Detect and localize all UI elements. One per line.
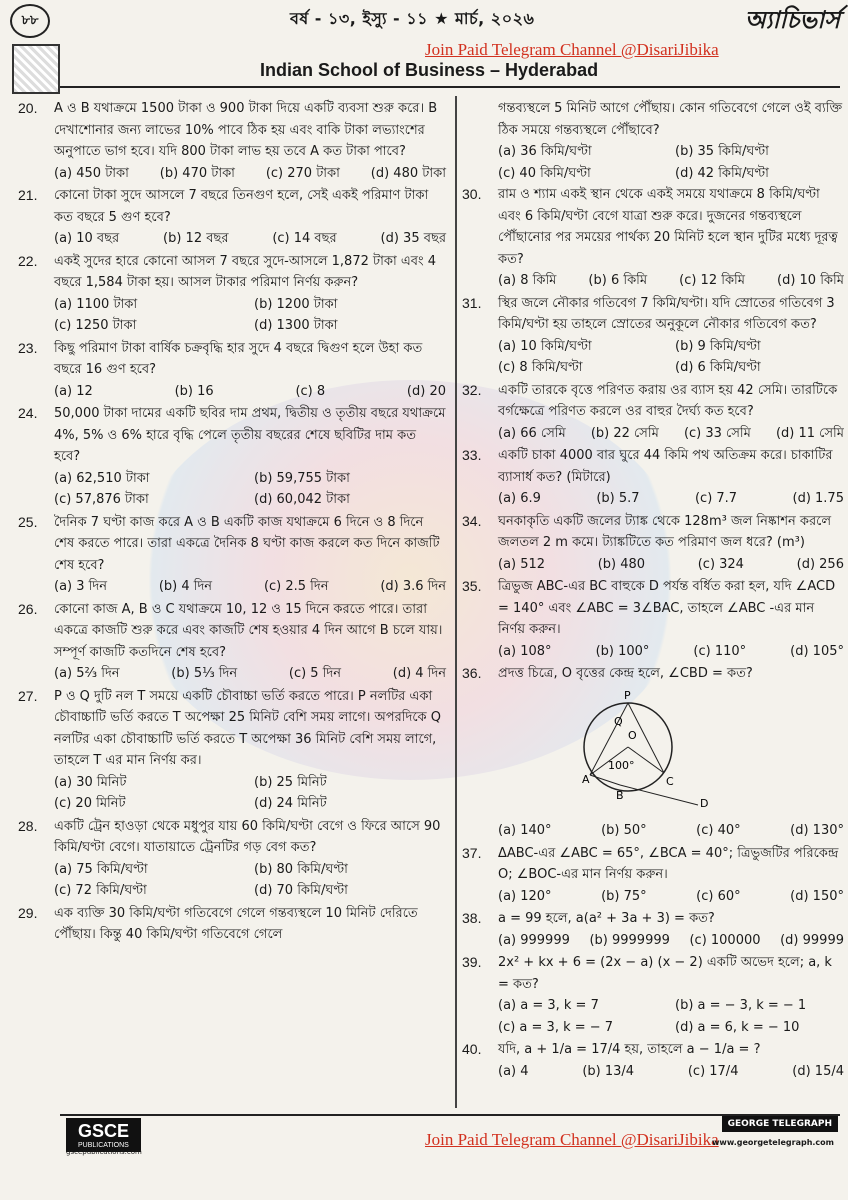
question-text: 2x² + kx + 6 = (2x − a) (x − 2) একটি অভেদ হলে; a, k = কত? bbox=[498, 955, 832, 992]
question-continuation: গন্তব্যস্থলে 5 মিনিট আগে পৌঁছায়। কোন গতিবেগে গেলে ওই ব্যক্তি ঠিক সময়ে গন্তব্যস্থলে পৌঁছাবে? bbox=[498, 101, 843, 138]
option[interactable]: (b) 25 মিনিট bbox=[254, 774, 327, 790]
question-text: ঘনকাকৃতি একটি জলের ট্যাঙ্ক থেকে 128m³ জল নিষ্কাশন করলে জলতল 2 m কমে। ট্যাঙ্কটিতে কত পরিমাণ জল ধরে? (m³) bbox=[498, 513, 832, 550]
options-list bbox=[498, 554, 844, 576]
question-number: 21. bbox=[18, 187, 38, 203]
option[interactable]: (d) 42 কিমি/ঘণ্টা bbox=[675, 165, 769, 181]
option[interactable]: (a) 512 bbox=[498, 556, 546, 572]
options-list bbox=[54, 663, 446, 685]
option[interactable]: (d) 256 bbox=[796, 556, 844, 572]
option[interactable]: (a) 75 কিমি/ঘণ্টা bbox=[54, 861, 148, 877]
option[interactable]: (a) 6.9 bbox=[498, 491, 541, 506]
circle-diagram bbox=[568, 689, 738, 809]
question-text: দৈনিক 7 ঘণ্টা কাজ করে A ও B একটি কাজ যথাক্রমে 6 দিনে ও 8 দিনে শেষ করতে পারে। তারা একত্রে দৈনিক 8 ঘণ্টা কাজ করলে কত দিনে কাজটি শেষ হবে? bbox=[54, 514, 440, 573]
option[interactable]: (a) a = 3, k = 7 bbox=[498, 998, 599, 1013]
gsce-subtitle: PUBLICATIONS bbox=[78, 1142, 129, 1149]
option[interactable]: (b) 6 কিমি bbox=[588, 273, 648, 288]
option[interactable]: (d) 60,042 টাকা bbox=[254, 492, 350, 507]
question bbox=[18, 816, 446, 902]
question bbox=[462, 293, 844, 379]
left-column bbox=[18, 98, 446, 947]
question bbox=[462, 184, 844, 292]
option[interactable]: (b) 100° bbox=[595, 643, 650, 659]
option[interactable]: (d) 3.6 দিন bbox=[380, 579, 446, 594]
options-list bbox=[498, 423, 844, 445]
question-number: 22. bbox=[18, 252, 38, 269]
option[interactable]: (c) 40 কিমি/ঘণ্টা bbox=[498, 165, 591, 181]
option[interactable]: (c) 20 মিনিট bbox=[54, 796, 126, 811]
option[interactable]: (d) a = 6, k = − 10 bbox=[675, 1019, 800, 1035]
question-number: 29. bbox=[18, 904, 38, 921]
options-list bbox=[54, 859, 446, 902]
option[interactable]: (c) 270 টাকা bbox=[265, 165, 340, 181]
options-list bbox=[54, 228, 446, 250]
option[interactable]: (a) 120° bbox=[498, 888, 552, 904]
option[interactable]: (d) 6 কিমি/ঘণ্টা bbox=[675, 360, 761, 375]
question-text: কিছু পরিমাণ টাকা বার্ষিক চক্রবৃদ্ধি হার সুদে 4 বছরে দ্বিগুণ হলে উহা কত বছরে 16 গুণ হবে? bbox=[54, 340, 423, 377]
question bbox=[18, 98, 446, 184]
options-list bbox=[54, 468, 446, 511]
question-body bbox=[498, 952, 844, 1038]
gsce-logo bbox=[66, 1118, 141, 1152]
question-number: 36. bbox=[462, 665, 482, 681]
option[interactable]: (d) 4 দিন bbox=[392, 666, 446, 681]
telegram-link-top[interactable]: Join Paid Telegram Channel @DisariJibika bbox=[425, 40, 719, 59]
question-number: 20. bbox=[18, 100, 38, 116]
option[interactable]: (a) 3 দিন bbox=[54, 579, 107, 594]
question-body bbox=[54, 816, 446, 902]
question-body bbox=[498, 843, 844, 908]
question-text: যদি, a + 1/a = 17/4 হয়, তাহলে a − 1/a = ? bbox=[498, 1042, 761, 1057]
chord-ab bbox=[590, 775, 620, 785]
question-text: ΔABC-এর ∠ABC = 65°, ∠BCA = 40°; ত্রিভুজটির পরিকেন্দ্র O; ∠BOC-এর মান নির্ণয় করুন। bbox=[498, 845, 839, 882]
diagram-label: D bbox=[700, 796, 709, 809]
options-list bbox=[498, 1061, 844, 1083]
question-body bbox=[498, 908, 844, 951]
option[interactable]: (b) 5⅓ দিন bbox=[171, 666, 238, 681]
diagram-label: 100° bbox=[608, 758, 635, 772]
question-number: 23. bbox=[18, 339, 38, 356]
question-text: A ও B যথাক্রমে 1500 টাকা ও 900 টাকা দিয়ে একটি ব্যবসা শুরু করে। B দেখাশোনার জন্য লাভের 10% পাবে ঠিক হয় এবং বাকি টাকা লভ্যাংশের অনুপাতে ভাগ হবে। যদি 800 টাকা লাভ হয় তবে A কত টাকা পাবে? bbox=[54, 101, 438, 159]
option[interactable]: (a) 108° bbox=[498, 643, 552, 659]
question-number: 35. bbox=[462, 578, 482, 594]
question-body bbox=[498, 663, 844, 842]
option[interactable]: (c) 33 সেমি bbox=[683, 425, 751, 441]
option[interactable]: (a) 5⅔ দিন bbox=[54, 666, 120, 681]
question-number: 37. bbox=[462, 844, 482, 861]
option[interactable]: (d) 70 কিমি/ঘণ্টা bbox=[254, 883, 348, 898]
option[interactable]: (a) 12 bbox=[54, 383, 93, 399]
diagram-label: O bbox=[628, 728, 637, 742]
question-text: একটি চাকা 4000 বার ঘুরে 44 কিমি পথ অতিক্রম করে। চাকাটির ব্যাসার্ধ কত? (মিটারে) bbox=[498, 448, 833, 485]
options-list bbox=[498, 488, 844, 510]
option[interactable]: (a) 10 কিমি/ঘণ্টা bbox=[498, 338, 592, 354]
option[interactable]: (a) 999999 bbox=[498, 932, 570, 948]
question bbox=[18, 903, 446, 946]
option[interactable]: (a) 30 মিনিট bbox=[54, 774, 127, 790]
option[interactable]: (b) 22 সেমি bbox=[590, 425, 659, 441]
option[interactable]: (c) 40° bbox=[696, 823, 741, 838]
option[interactable]: (d) 24 মিনিট bbox=[254, 796, 327, 811]
diagram-label: A bbox=[582, 772, 590, 786]
question-body bbox=[498, 576, 844, 662]
question-body bbox=[498, 380, 844, 445]
question-number: 30. bbox=[462, 186, 482, 202]
option[interactable]: (a) 62,510 টাকা bbox=[54, 470, 150, 486]
diagram-label: B bbox=[616, 788, 624, 802]
question bbox=[462, 445, 844, 510]
question bbox=[462, 908, 844, 951]
option[interactable]: (c) 12 কিমি bbox=[679, 273, 745, 288]
option[interactable]: (b) 1200 টাকা bbox=[254, 296, 338, 312]
option[interactable]: (a) 66 সেমি bbox=[498, 425, 566, 441]
question-text: কোনো কাজ A, B ও C যথাক্রমে 10, 12 ও 15 দিনে করতে পারে। তারা একত্রে কাজটি শুরু করে এবং কাজটি শেষ হওয়ার 4 দিন আগে B চলে যায়। সম্পূর্ণ কাজটি কতদিনে শেষ হবে? bbox=[54, 601, 443, 660]
options-list bbox=[498, 641, 844, 663]
option[interactable]: (b) 59,755 টাকা bbox=[254, 470, 350, 486]
question-body bbox=[54, 338, 446, 403]
options-list bbox=[498, 141, 844, 184]
question-number: 31. bbox=[462, 294, 482, 311]
option[interactable]: (a) 36 কিমি/ঘণ্টা bbox=[498, 144, 592, 159]
option[interactable]: (d) 11 সেমি bbox=[775, 425, 844, 441]
options-list bbox=[54, 772, 446, 815]
diagram-label: C bbox=[666, 774, 674, 788]
question bbox=[462, 380, 844, 445]
question bbox=[462, 511, 844, 576]
option[interactable]: (c) 8 bbox=[295, 383, 326, 399]
question-body bbox=[54, 599, 446, 685]
question-body bbox=[54, 185, 446, 250]
option[interactable]: (c) 2.5 দিন bbox=[263, 579, 329, 594]
options-list bbox=[498, 336, 844, 379]
option[interactable]: (d) 480 টাকা bbox=[370, 165, 446, 181]
option[interactable]: (d) 15/4 bbox=[792, 1063, 844, 1079]
option[interactable]: (b) 5.7 bbox=[596, 491, 640, 506]
option[interactable]: (d) 105° bbox=[790, 643, 844, 659]
question-text: P ও Q দুটি নল T সময়ে একটি চৌবাচ্চা ভর্তি করতে পারে। P নলটির একা চৌবাচ্চাটি ভর্তি করতে T অপেক্ষা 25 মিনিট বেশি সময় লাগে। অপরদিকে Q নলটির একা চৌবাচ্চাটি ভর্তি করতে T অপেক্ষা 36 মিনিট বেশি সময় লাগে, তাহলে T এর মান নির্ণয় কর। bbox=[54, 688, 442, 768]
question-number: 28. bbox=[18, 817, 38, 834]
gsce-name: GSCE bbox=[78, 1121, 130, 1141]
header-divider bbox=[60, 86, 840, 88]
brand-logo: অ্যাচিভার্স bbox=[744, 5, 840, 34]
option[interactable]: (b) 9 কিমি/ঘণ্টা bbox=[675, 338, 761, 354]
option[interactable]: (b) 12 বছর bbox=[163, 231, 229, 246]
option[interactable]: (d) 10 কিমি bbox=[777, 273, 844, 288]
question-body bbox=[54, 686, 446, 815]
question-number: 26. bbox=[18, 600, 38, 617]
question-number: 32. bbox=[462, 381, 482, 398]
column-divider bbox=[455, 96, 457, 1108]
institute-logo-icon bbox=[12, 44, 60, 94]
question-text: a = 99 হলে, a(a² + 3a + 3) = কত? bbox=[498, 911, 715, 926]
option[interactable]: (b) 75° bbox=[601, 888, 647, 904]
options-list bbox=[498, 886, 844, 908]
option[interactable]: (a) 140° bbox=[498, 823, 552, 838]
gsce-url[interactable]: gscepublications.com bbox=[66, 1148, 142, 1156]
question-body bbox=[498, 184, 844, 292]
option[interactable]: (c) 14 বছর bbox=[272, 231, 337, 246]
line-bd bbox=[620, 785, 698, 805]
question bbox=[462, 843, 844, 908]
question-text: স্থির জলে নৌকার গতিবেগ 7 কিমি/ঘণ্টা। যদি স্রোতের গতিবেগ 3 কিমি/ঘণ্টা হয় তাহলে স্রোতের অনুকূলে নৌকার গতিবেগ কত? bbox=[498, 295, 835, 332]
question-number: 40. bbox=[462, 1041, 482, 1057]
options-list bbox=[54, 381, 446, 403]
option[interactable]: (c) 100000 bbox=[689, 932, 761, 948]
question-body bbox=[498, 445, 844, 510]
issue-line: বর্ষ - ১৩, ইস্যু - ১১ ★ মার্চ, ২০২৬ bbox=[290, 9, 535, 28]
diagram-label: Q bbox=[614, 714, 623, 728]
question bbox=[18, 185, 446, 250]
page-number: ৮৮ bbox=[10, 4, 50, 38]
george-telegraph-url[interactable]: www.georgetelegraph.com bbox=[712, 1138, 834, 1147]
question-text: এক ব্যক্তি 30 কিমি/ঘণ্টা গতিবেগে গেলে গন্তব্যস্থলে 10 মিনিট দেরিতে পৌঁছায়। কিন্তু 40 কিমি/ঘণ্টা গতিবেগে গেলে bbox=[54, 905, 418, 942]
question-text: ত্রিভুজ ABC-এর BC বাহুকে D পর্যন্ত বর্ধিত করা হল, যদি ∠ACD = 140° এবং ∠ABC = 3∠BAC, তাহলে ∠ABC -এর মান নির্ণয় করুন। bbox=[498, 579, 836, 637]
option[interactable]: (c) 7.7 bbox=[694, 491, 738, 506]
george-telegraph-logo: GEORGE TELEGRAPH bbox=[722, 1116, 838, 1132]
option[interactable]: (d) 1300 টাকা bbox=[254, 318, 338, 333]
option[interactable]: (c) 1250 টাকা bbox=[54, 318, 137, 333]
question-body bbox=[54, 98, 446, 184]
option[interactable]: (b) 4 দিন bbox=[158, 579, 213, 594]
option[interactable]: (b) 16 bbox=[174, 383, 214, 399]
right-column bbox=[462, 98, 844, 1083]
question bbox=[462, 952, 844, 1038]
option[interactable]: (b) a = − 3, k = − 1 bbox=[675, 998, 807, 1013]
question-body bbox=[54, 251, 446, 337]
option[interactable]: (b) 35 কিমি/ঘণ্টা bbox=[675, 144, 769, 159]
option[interactable]: (c) 57,876 টাকা bbox=[54, 492, 149, 507]
question bbox=[18, 251, 446, 337]
option[interactable]: (a) 8 কিমি bbox=[498, 273, 557, 288]
option[interactable]: (a) 4 bbox=[498, 1063, 529, 1079]
question-text: 50,000 টাকা দামের একটি ছবির দাম প্রথম, দ্বিতীয় ও তৃতীয় বছরে যথাক্রমে 4%, 5% ও 6% হারে বৃদ্ধি পেলে তৃতীয় বছরের শেষে ছবিটির দাম কত হবে? bbox=[54, 406, 446, 464]
options-list bbox=[54, 576, 446, 598]
question-number: 33. bbox=[462, 447, 482, 463]
page-title: Indian School of Business – Hyderabad bbox=[260, 60, 599, 80]
question bbox=[18, 338, 446, 403]
question bbox=[18, 686, 446, 815]
option[interactable]: (a) 10 বছর bbox=[54, 231, 120, 246]
question-number: 25. bbox=[18, 513, 38, 530]
question-body bbox=[54, 403, 446, 511]
question-text: একটি ট্রেন হাওড়া থেকে মধুপুর যায় 60 কিমি/ঘণ্টা বেগে ও ফিরে আসে 90 কিমি/ঘণ্টা বেগে। যাতায়াতে ট্রেনটির গড় বেগ কত? bbox=[54, 818, 441, 855]
option[interactable]: (a) 450 টাকা bbox=[54, 165, 129, 181]
question-text: কোনো টাকা সুদে আসলে 7 বছরে তিনগুণ হলে, সেই একই পরিমাণ টাকা কত বছরে 5 গুণ হবে? bbox=[54, 188, 429, 225]
option[interactable]: (c) a = 3, k = − 7 bbox=[498, 1019, 614, 1035]
option[interactable]: (c) 60° bbox=[696, 888, 741, 904]
option[interactable]: (c) 5 দিন bbox=[288, 666, 342, 681]
question bbox=[462, 663, 844, 842]
options-list bbox=[498, 270, 844, 292]
question-number: 27. bbox=[18, 687, 38, 704]
options-list bbox=[54, 163, 446, 185]
question-text: একটি তারকে বৃত্তে পরিণত করায় ওর ব্যাস হয় 42 সেমি। তারটিকে বর্গক্ষেত্রে পরিণত করলে ওর বাহুর দৈর্ঘ্য কত হবে? bbox=[498, 382, 838, 419]
option[interactable]: (a) 1100 টাকা bbox=[54, 296, 138, 312]
question bbox=[18, 599, 446, 685]
option[interactable]: (d) 35 বছর bbox=[380, 231, 446, 246]
option[interactable]: (c) 324 bbox=[697, 556, 744, 572]
page-header bbox=[0, 0, 848, 40]
question-body bbox=[54, 903, 446, 946]
question-number: 34. bbox=[462, 512, 482, 529]
question bbox=[462, 1039, 844, 1082]
question-body bbox=[498, 1039, 844, 1082]
option[interactable]: (c) 17/4 bbox=[687, 1063, 739, 1079]
option[interactable]: (b) 470 টাকা bbox=[159, 165, 235, 181]
option[interactable]: (b) 480 bbox=[597, 556, 646, 572]
question-text: রাম ও শ্যাম একই স্থান থেকে একই সময়ে যথাক্রমে 8 কিমি/ঘণ্টা এবং 6 কিমি/ঘণ্টা বেগে যাত্রা শুরু করে। দুজনের গন্তব্যস্থলে পৌঁছানোর পর সময়ের পার্থক্য 20 মিনিট হলে স্থান দুটির মধ্যে দূরত্ব কত? bbox=[498, 187, 838, 267]
option[interactable]: (d) 20 bbox=[406, 383, 446, 399]
question-number: 24. bbox=[18, 405, 38, 421]
options-list bbox=[498, 930, 844, 952]
question-body bbox=[54, 512, 446, 598]
option[interactable]: (d) 1.75 bbox=[792, 491, 844, 506]
question bbox=[462, 576, 844, 662]
options-list bbox=[498, 820, 844, 842]
option[interactable]: (d) 130° bbox=[790, 823, 844, 838]
option[interactable]: (b) 13/4 bbox=[582, 1063, 635, 1079]
page-footer bbox=[0, 1110, 848, 1200]
question-text: একই সুদের হারে কোনো আসল 7 বছরে সুদে-আসলে 1,872 টাকা এবং 4 বছরে 1,584 টাকা হয়। আসল টাকার পরিমাণ নির্ণয় করুন? bbox=[54, 253, 436, 290]
option[interactable]: (c) 110° bbox=[693, 643, 747, 659]
option[interactable]: (d) 150° bbox=[790, 888, 844, 904]
option[interactable]: (b) 80 কিমি/ঘণ্টা bbox=[254, 861, 348, 877]
question bbox=[18, 512, 446, 598]
question-number: 39. bbox=[462, 954, 482, 970]
question-body bbox=[498, 511, 844, 576]
option[interactable]: (b) 9999999 bbox=[589, 932, 670, 948]
option[interactable]: (b) 50° bbox=[601, 823, 647, 838]
option[interactable]: (c) 8 কিমি/ঘণ্টা bbox=[498, 360, 583, 375]
diagram-label: P bbox=[624, 688, 631, 702]
question-body bbox=[498, 293, 844, 379]
options-list bbox=[498, 995, 844, 1038]
question bbox=[18, 403, 446, 511]
telegram-link-bottom[interactable]: Join Paid Telegram Channel @DisariJibika bbox=[425, 1130, 719, 1149]
option[interactable]: (c) 72 কিমি/ঘণ্টা bbox=[54, 883, 147, 898]
option[interactable]: (d) 99999 bbox=[780, 932, 844, 948]
question-text: প্রদত্ত চিত্রে, O বৃত্তের কেন্দ্র হলে, ∠CBD = কত? bbox=[498, 666, 753, 681]
options-list bbox=[54, 294, 446, 337]
question-number: 38. bbox=[462, 910, 482, 926]
